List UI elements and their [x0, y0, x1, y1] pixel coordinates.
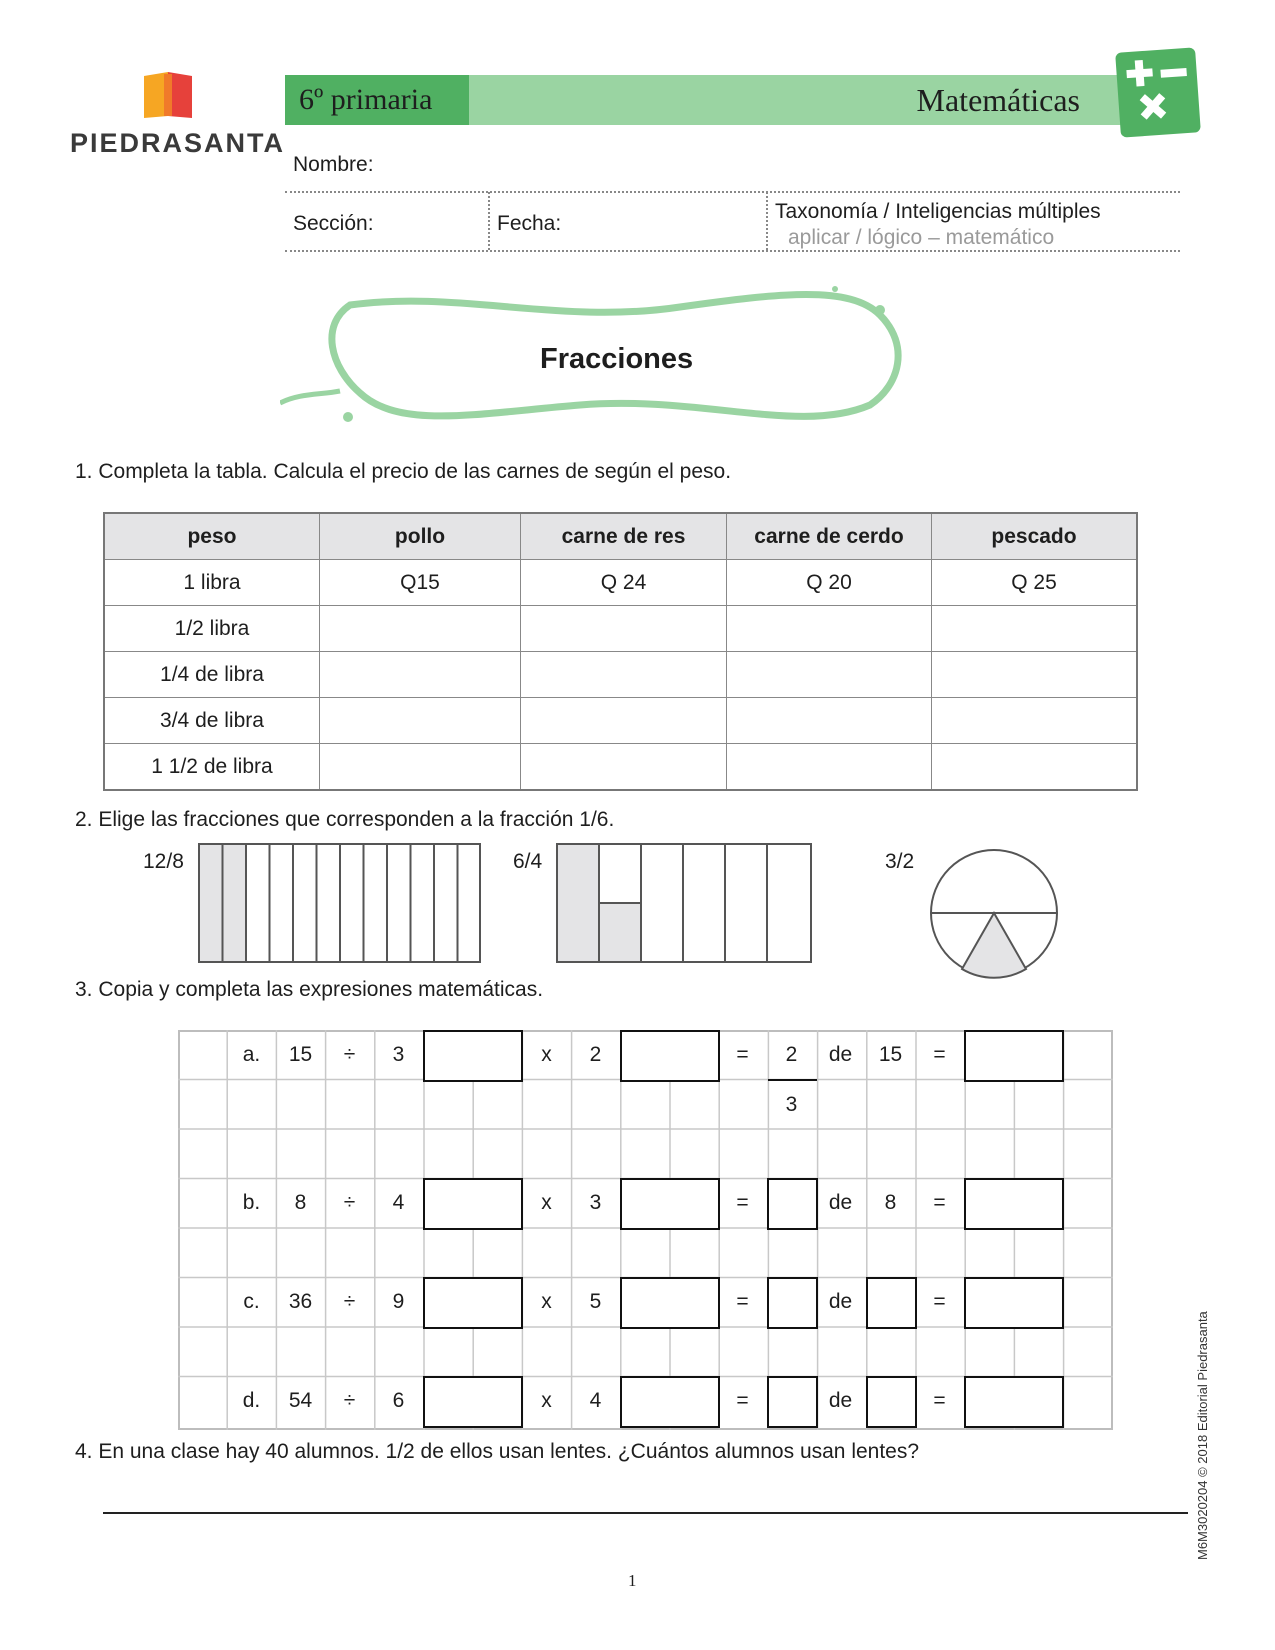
table-cell: 1/4 de libra	[104, 652, 320, 698]
grid-value: 54	[288, 1389, 313, 1412]
table-cell: 1 1/2 de libra	[104, 744, 320, 791]
grid-value: 8	[294, 1191, 307, 1214]
fraction-label: 3/2	[885, 850, 915, 873]
table-cell: Q15	[320, 560, 521, 606]
grade-label: 6º primaria	[299, 83, 433, 116]
grid-operator: =	[736, 1389, 749, 1412]
fraction-bar-12-8[interactable]	[198, 843, 483, 965]
grid-value: 8	[884, 1191, 897, 1214]
fraction-numerator: 2	[785, 1043, 798, 1066]
grid-value: 3	[392, 1043, 405, 1066]
question-1: 1. Completa la tabla. Calcula el precio de las carnes de según el peso.	[75, 460, 732, 483]
grid-operator: ÷	[343, 1389, 356, 1412]
answer-cell[interactable]	[521, 652, 727, 698]
question-4: 4. En una clase hay 40 alumnos. 1/2 de ellos usan lentes. ¿Cuántos alumnos usan lentes?	[75, 1440, 920, 1463]
answer-cell[interactable]	[932, 698, 1138, 744]
answer-cell[interactable]	[521, 606, 727, 652]
book-logo-icon	[140, 70, 198, 120]
subject-title: Matemáticas	[916, 82, 1080, 118]
grid-operator: =	[933, 1191, 946, 1214]
answer-cell[interactable]	[320, 698, 521, 744]
grid-value: 36	[288, 1290, 313, 1313]
taxonomy-value: aplicar / lógico – matemático	[788, 226, 1055, 249]
answer-cell[interactable]	[932, 652, 1138, 698]
grid-word: de	[828, 1290, 853, 1313]
name-label: Nombre:	[293, 153, 374, 176]
date-label: Fecha:	[497, 212, 562, 235]
answer-box[interactable]	[423, 1030, 523, 1082]
table-cell: 3/4 de libra	[104, 698, 320, 744]
divider	[488, 192, 490, 250]
answer-box[interactable]	[767, 1277, 818, 1329]
grid-word: de	[828, 1191, 853, 1214]
answer-cell[interactable]	[727, 606, 932, 652]
table-cell: Q 25	[932, 560, 1138, 606]
answer-cell[interactable]	[727, 652, 932, 698]
answer-box[interactable]	[866, 1376, 917, 1428]
answer-box[interactable]	[964, 1030, 1064, 1082]
grid-value: 3	[589, 1191, 602, 1214]
answer-box[interactable]	[964, 1277, 1064, 1329]
prices-table	[103, 512, 1138, 791]
answer-cell[interactable]	[932, 744, 1138, 791]
page-number: 1	[628, 1571, 637, 1590]
grid-operator: x	[541, 1043, 552, 1066]
table-row	[104, 652, 1137, 698]
answer-box[interactable]	[423, 1277, 523, 1329]
answer-box[interactable]	[964, 1178, 1064, 1230]
table-row	[104, 698, 1137, 744]
table-header: pollo	[320, 513, 521, 560]
grid-value: 4	[392, 1191, 405, 1214]
answer-box[interactable]	[866, 1277, 917, 1329]
grid-operator: =	[736, 1290, 749, 1313]
grid-operator: =	[736, 1043, 749, 1066]
question-3: 3. Copia y completa las expresiones matemáticas.	[75, 978, 544, 1001]
answer-cell[interactable]	[320, 652, 521, 698]
grid-word: de	[828, 1389, 853, 1412]
grid-value: 15	[288, 1043, 313, 1066]
grid-operator: =	[933, 1389, 946, 1412]
grid-operator: x	[541, 1290, 552, 1313]
section-label: Sección:	[293, 212, 374, 235]
grade-box	[285, 75, 469, 125]
table-cell: Q 24	[521, 560, 727, 606]
table-cell: Q 20	[727, 560, 932, 606]
answer-box[interactable]	[423, 1376, 523, 1428]
grid-value: 6	[392, 1389, 405, 1412]
divider	[285, 250, 1180, 252]
table-header: pescado	[932, 513, 1138, 560]
grid-value: 5	[589, 1290, 602, 1313]
table-header: carne de cerdo	[727, 513, 932, 560]
answer-box[interactable]	[620, 1376, 720, 1428]
table-cell: 1 libra	[104, 560, 320, 606]
answer-cell[interactable]	[932, 606, 1138, 652]
grid-value: 2	[589, 1043, 602, 1066]
answer-box[interactable]	[620, 1277, 720, 1329]
fraction-denominator: 3	[785, 1093, 798, 1116]
page-title: Fracciones	[540, 343, 694, 375]
divider	[285, 191, 1180, 193]
table-row	[104, 744, 1137, 791]
answer-box[interactable]	[620, 1030, 720, 1082]
row-letter: b.	[242, 1191, 261, 1214]
taxonomy-label: Taxonomía / Inteligencias múltiples	[775, 200, 1101, 223]
grid-value: 9	[392, 1290, 405, 1313]
table-header: carne de res	[521, 513, 727, 560]
brand-logo	[140, 70, 198, 120]
brand-name: PIEDRASANTA	[70, 128, 286, 158]
answer-box[interactable]	[964, 1376, 1064, 1428]
grid-operator: ÷	[343, 1043, 356, 1066]
grid-value: 4	[589, 1389, 602, 1412]
answer-cell[interactable]	[521, 744, 727, 791]
fraction-bar	[768, 1079, 817, 1081]
answer-box[interactable]	[767, 1178, 818, 1230]
grid-operator: =	[933, 1290, 946, 1313]
fraction-circle[interactable]	[928, 847, 1060, 979]
answer-cell[interactable]	[727, 744, 932, 791]
row-letter: d.	[242, 1389, 261, 1412]
table-row	[104, 560, 1137, 606]
copyright-note: M6M3020204 © 2018 Editorial Piedrasanta	[1195, 1311, 1210, 1560]
grid-value: 15	[878, 1043, 903, 1066]
table-row	[104, 606, 1137, 652]
fraction-label: 12/8	[143, 850, 184, 873]
table-header: peso	[104, 513, 320, 560]
grid-operator: x	[541, 1191, 552, 1214]
expression-grid	[178, 1030, 1113, 1430]
grid-word: de	[828, 1043, 853, 1066]
answer-box[interactable]	[620, 1178, 720, 1230]
math-operations-icon	[1115, 47, 1201, 137]
grid-operator: ÷	[343, 1191, 356, 1214]
grid-operator: =	[736, 1191, 749, 1214]
answer-cell[interactable]	[320, 606, 521, 652]
answer-cell[interactable]	[320, 744, 521, 791]
answer-cell[interactable]	[521, 698, 727, 744]
grid-operator: x	[541, 1389, 552, 1412]
row-letter: c.	[243, 1290, 260, 1313]
divider	[766, 192, 768, 250]
grid-operator: ÷	[343, 1290, 356, 1313]
answer-box[interactable]	[423, 1178, 523, 1230]
row-letter: a.	[242, 1043, 261, 1066]
answer-cell[interactable]	[727, 698, 932, 744]
table-cell: 1/2 libra	[104, 606, 320, 652]
fraction-bar-6-4[interactable]	[556, 843, 814, 965]
question-2: 2. Elige las fracciones que corresponden a la fracción 1/6.	[75, 808, 615, 831]
answer-box[interactable]	[767, 1376, 818, 1428]
answer-line[interactable]	[103, 1512, 1188, 1514]
fraction-label: 6/4	[513, 850, 543, 873]
grid-operator: =	[933, 1043, 946, 1066]
table-header-row	[104, 513, 1137, 560]
